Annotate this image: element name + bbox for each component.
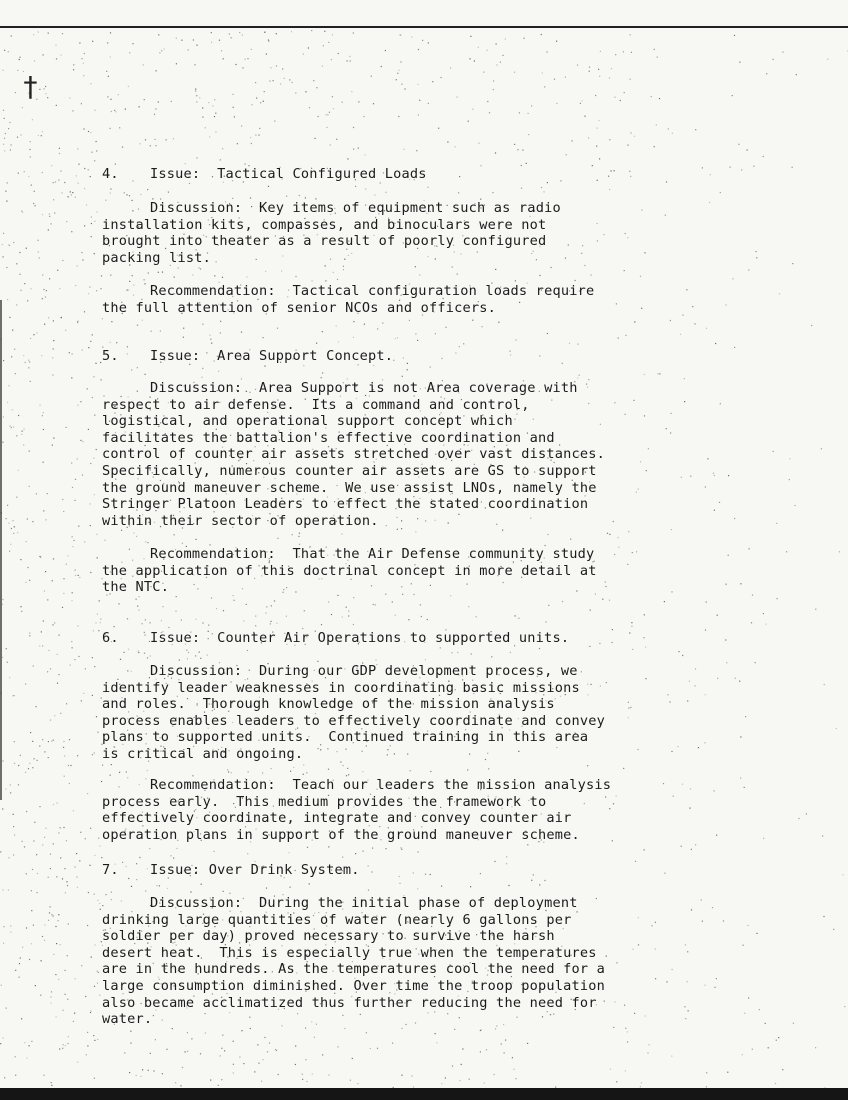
- section-7-heading: 7. Issue: Over Drink System.: [102, 862, 360, 878]
- bottom-scan-edge: [0, 1088, 848, 1100]
- section-5-recommendation: Recommendation: That the Air Defense community study the application of this doctrinal concept in more detail at the NTC.: [102, 546, 597, 596]
- section-6-heading: 6. Issue: Counter Air Operations to supported units.: [102, 630, 570, 646]
- section-5-discussion: Discussion: Area Support is not Area coverage with respect to air defense. Its a command and control, logistical, and operational support concept which facilitates the battalion's effective coordination and control of counter air assets stretched over vast distances. Specifically, numerous counter air assets are GS to support the ground maneuver scheme. We use assist LNOs, namely the Stringer Platoon Leaders to effect the stated coordination within their sector of operation.: [102, 380, 606, 529]
- margin-mark-icon: †: [22, 70, 39, 103]
- section-6-recommendation: Recommendation: Teach our leaders the mission analysis process early. This medium provides the framework to effectively coordinate, integrate and convey counter air operation plans in support of the ground maneuver scheme.: [102, 777, 612, 843]
- section-6-discussion: Discussion: During our GDP development process, we identify leader weaknesses in coordinating basic missions and roles. Thorough knowledge of the mission analysis process enables leaders to effectively coordinate and convey plans to supported units. Continued training in this area is critical and ongoing.: [102, 663, 606, 762]
- section-4-discussion: Discussion: Key items of equipment such as radio installation kits, compasses, and binoculars were not brought into theater as a result of poorly configured packing list.: [102, 200, 561, 266]
- section-4-heading: 4. Issue: Tactical Configured Loads: [102, 166, 427, 182]
- section-4-recommendation: Recommendation: Tactical configuration loads require the full attention of senior NCOs and officers.: [102, 283, 595, 316]
- section-5-heading: 5. Issue: Area Support Concept.: [102, 348, 394, 364]
- left-margin-rule: [0, 300, 2, 800]
- top-rule: [0, 26, 848, 28]
- section-7-discussion: Discussion: During the initial phase of deployment drinking large quantities of water (nearly 6 gallons per soldier per day) proved necessary to survive the harsh desert heat. This is especially true when the temperatures are in the hundreds. As the temperatures cool the need for a large consumption diminished. Over time the troop population also became acclimatized thus further reducing the need for water.: [102, 895, 606, 1028]
